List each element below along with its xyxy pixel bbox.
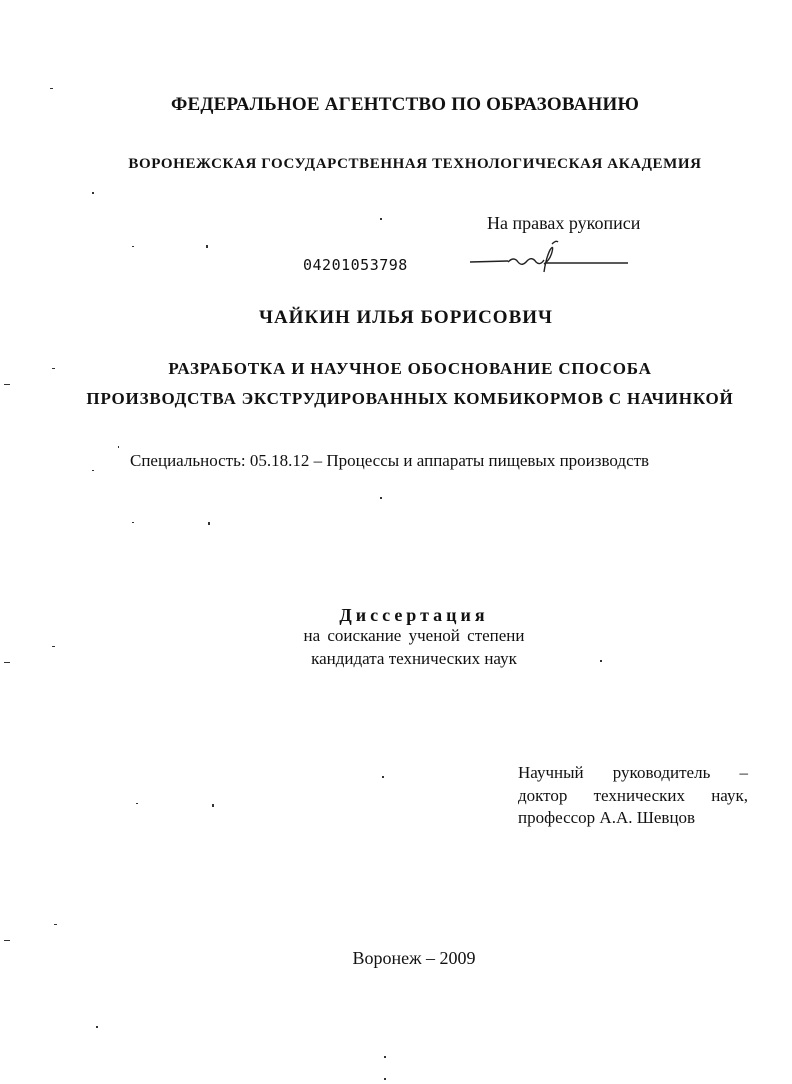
supervisor-word-5: наук, xyxy=(711,786,748,805)
scan-speck xyxy=(96,1026,98,1028)
scan-speck xyxy=(4,940,10,941)
supervisor-word-4: технических xyxy=(593,786,685,805)
specialty-line: Специальность: 05.18.12 – Процессы и аппараты пищевых производств xyxy=(130,451,650,470)
scan-speck xyxy=(118,446,119,448)
scan-speck xyxy=(50,88,53,89)
library-stamp-number: 04201053798 xyxy=(303,256,408,274)
scan-speck xyxy=(132,522,134,523)
manuscript-rights-label: На правах рукописи xyxy=(487,213,641,233)
dissertation-heading: Диссертация xyxy=(339,605,489,625)
city-year: Воронеж – 2009 xyxy=(352,948,476,968)
scan-speck xyxy=(92,192,94,194)
scan-speck xyxy=(208,522,210,525)
dissertation-title-line-2: ПРОИЗВОДСТВА ЭКСТРУДИРОВАННЫХ КОМБИКОРМОВ С НАЧИНКОЙ xyxy=(86,389,734,408)
scan-speck xyxy=(384,1056,386,1058)
scan-speck xyxy=(54,924,57,925)
scan-speck xyxy=(52,368,55,369)
scan-speck xyxy=(600,660,602,662)
agency-heading: ФЕДЕРАЛЬНОЕ АГЕНТСТВО ПО ОБРАЗОВАНИЮ xyxy=(170,94,640,115)
degree-line-1: на соискание ученой степени xyxy=(303,626,525,645)
author-signature xyxy=(468,238,630,278)
supervisor-word-3: доктор xyxy=(518,786,568,805)
degree-line-2: кандидата технических наук xyxy=(311,649,517,668)
scan-speck xyxy=(92,470,94,471)
supervisor-line-3: профессор А.А. Шевцов xyxy=(518,808,696,827)
supervisor-line-1 xyxy=(518,763,748,783)
supervisor-word-1: Научный xyxy=(518,763,584,782)
scan-speck xyxy=(380,218,382,220)
supervisor-dash: – xyxy=(739,763,748,782)
scan-speck xyxy=(206,245,208,248)
scan-speck xyxy=(4,384,10,385)
author-name: ЧАЙКИН ИЛЬЯ БОРИСОВИЧ xyxy=(259,307,553,328)
dissertation-title-line-1: РАЗРАБОТКА И НАУЧНОЕ ОБОСНОВАНИЕ СПОСОБА xyxy=(168,359,652,378)
scan-speck xyxy=(384,1078,386,1080)
scan-speck xyxy=(382,776,384,778)
scan-speck xyxy=(52,646,55,647)
scan-speck xyxy=(380,497,382,499)
academy-heading: ВОРОНЕЖСКАЯ ГОСУДАРСТВЕННАЯ ТЕХНОЛОГИЧЕСКАЯ АКАДЕМИЯ xyxy=(128,156,702,172)
scan-speck xyxy=(132,246,134,247)
scan-speck xyxy=(4,662,10,663)
scan-speck xyxy=(212,804,214,807)
scan-speck xyxy=(136,803,138,804)
supervisor-word-2: руководитель xyxy=(612,763,711,782)
supervisor-line-2 xyxy=(518,786,748,806)
